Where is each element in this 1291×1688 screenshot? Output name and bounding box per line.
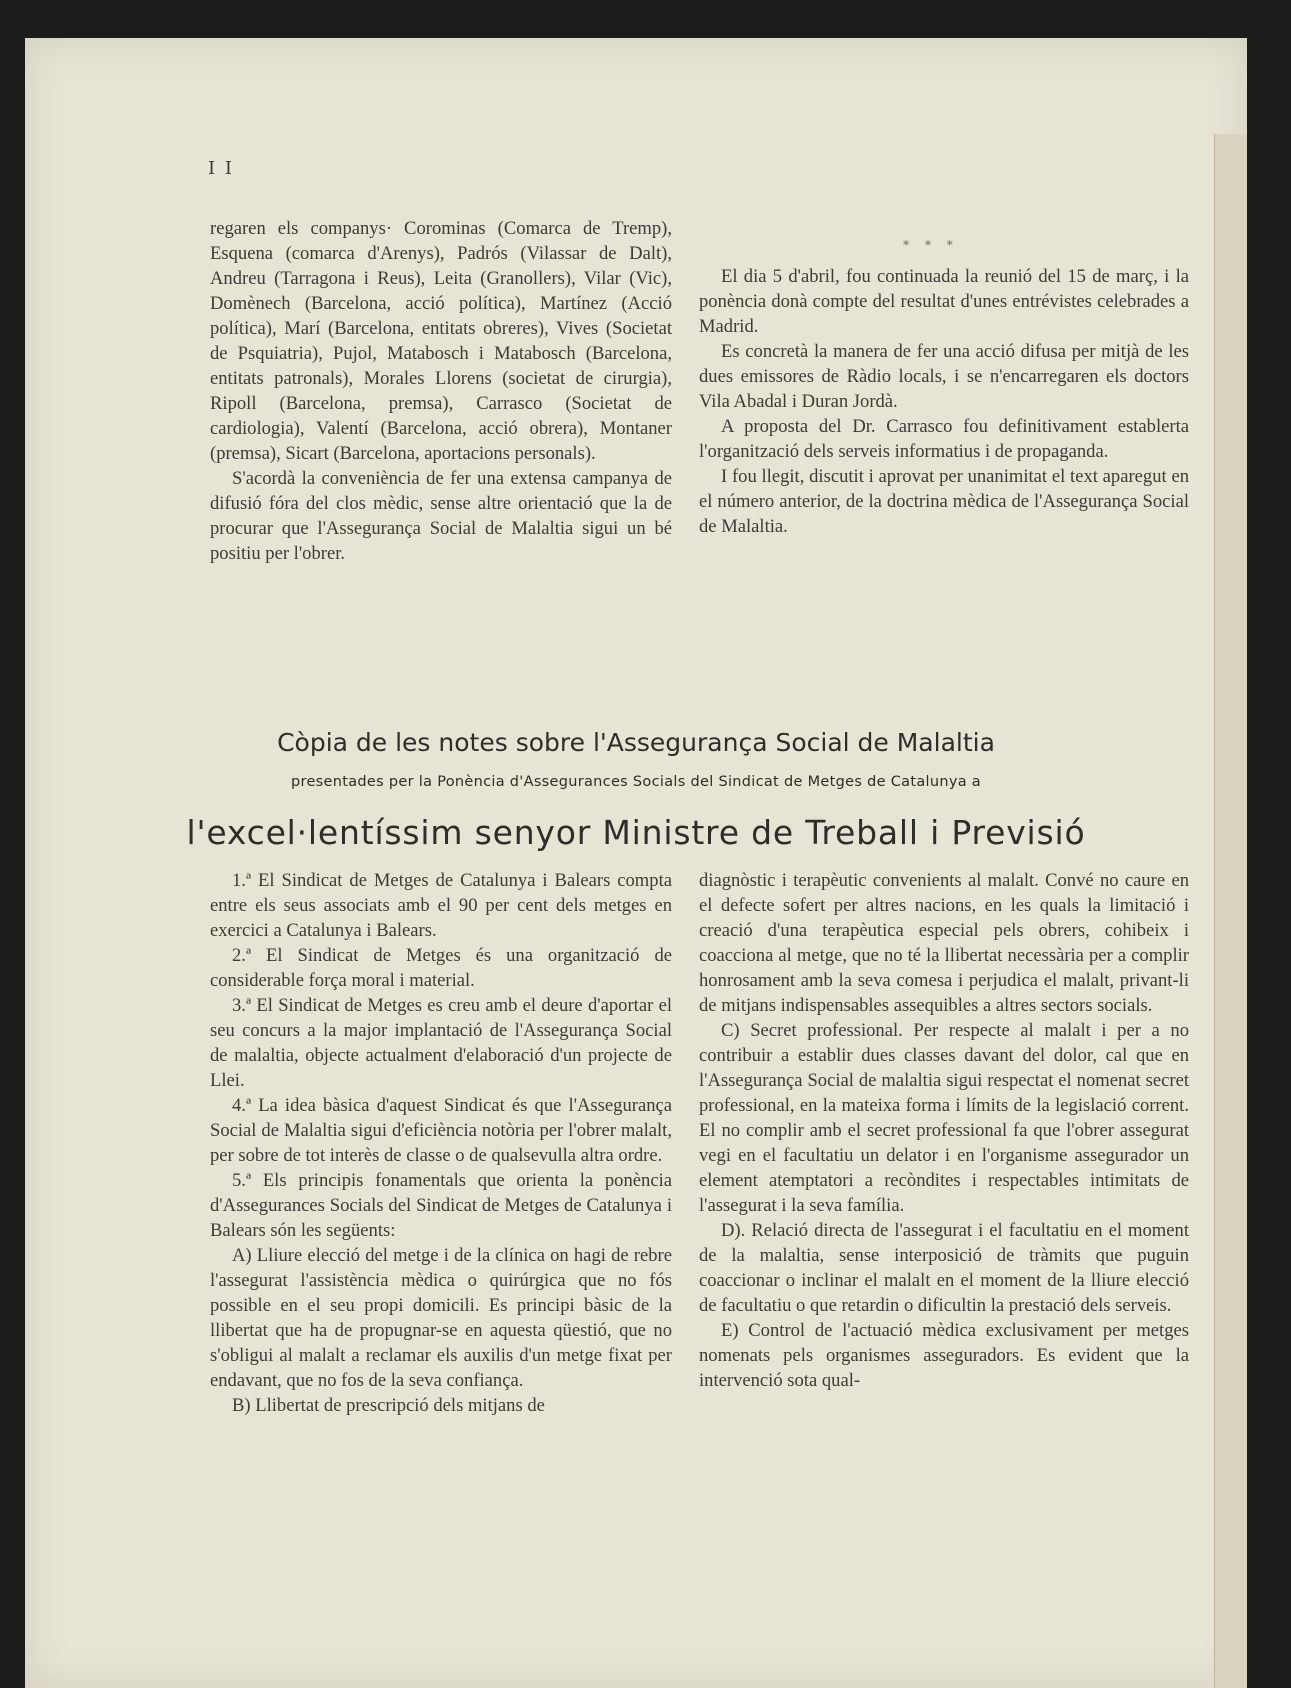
- paragraph: I fou llegit, discutit i aprovat per unanimitat el text aparegut en el número anterior, de la doctrina mèdica de l'Assegurança Social de Malaltia.: [699, 466, 1189, 537]
- bottom-right-column: [699, 868, 1189, 1393]
- document-page: [25, 38, 1247, 1688]
- paragraph: regaren els companys· Corominas (Comarca de Tremp), Esquena (comarca d'Arenys), Padrós (Vilassar de Dalt), Andreu (Tarragona i Reus), Leita (Granollers), Vilar (Vic), Domènech (Barcelona, acció política), Martínez (Acció política), Marí (Barcelona, entitats obreres), Vives (Societat de Psquiatria), Pujol, Matabosch i Matabosch (Barcelona, entitats patronals), Morales Llorens (societat de cirurgia), Ripoll (Barcelona, premsa), Carrasco (Societat de cardiologia), Valentí (Barcelona, acció obrera), Montaner (premsa), Sicart (Barcelona, aportacions personals).: [210, 218, 672, 464]
- page-number: I I: [208, 158, 234, 179]
- section-subheading: presentades per la Ponència d'Assegurances Socials del Sindicat de Metges de Catalunya a: [291, 774, 981, 790]
- top-right-column: [699, 264, 1189, 539]
- numbered-paragraph: 4.ª La idea bàsica d'aquest Sindicat és que l'Assegurança Social de Malaltia sigui d'eficiència notòria per l'obrer malalt, per sobre de tot interès de classe o de qualsevulla altra ordre.: [210, 1095, 672, 1166]
- numbered-paragraph: 1.ª El Sindicat de Metges de Catalunya i Balears compta entre els seus associats amb el 90 per cent dels metges en exercici a Catalunya i Balears.: [210, 870, 672, 941]
- lettered-paragraph: D). Relació directa de l'assegurat i el facultatiu en el moment de la malaltia, sense interposició de tràmits que puguin coaccionar o inclinar el malalt en el moment de la lliure elecció de facultatiu o que retardin o dificultin la prestació dels serveis.: [699, 1220, 1189, 1316]
- numbered-paragraph: 5.ª Els principis fonamentals que orienta la ponència d'Assegurances Socials del Sindicat de Metges de Catalunya i Balears són les següents:: [210, 1170, 672, 1241]
- paragraph: S'acordà la conveniència de fer una extensa campanya de difusió fóra del clos mèdic, sense altre orientació que la de procurar que l'Assegurança Social de Malaltia sigui un bé positiu per l'obrer.: [210, 468, 672, 564]
- lettered-paragraph: B) Llibertat de prescripció dels mitjans de: [232, 1395, 545, 1416]
- lettered-paragraph: A) Lliure elecció del metge i de la clínica on hagi de rebre l'assegurat l'assistència mèdica o quirúrgica que no fós possible en el seu propi domicili. Es principi bàsic de la llibertat que ha de propugnar-se en aquesta qüestió, que no s'obligui al malalt a reclamar els auxilis d'un metge fixat per endavant, que no fos de la seva confiança.: [210, 1245, 672, 1391]
- top-left-column: [210, 216, 672, 566]
- numbered-paragraph: 3.ª El Sindicat de Metges es creu amb el deure d'aportar el seu concurs a la major implantació de l'Assegurança Social de malaltia, objecte actualment d'elaboració d'un projecte de Llei.: [210, 995, 672, 1091]
- lettered-paragraph: C) Secret professional. Per respecte al malalt i per a no contribuir a establir dues classes davant del dolor, cal que en l'Assegurança Social de malaltia sigui respectat el nomenat secret professional, en la mateixa forma i límits de la legislació corrent. El no complir amb el secret professional fa que l'obrer assegurat vegi en el facultatiu un delator i en l'organisme assegurador un element atemptatori a recòndites i respectables intimitats de l'assegurat i la seva família.: [699, 1020, 1189, 1216]
- lettered-paragraph: E) Control de l'actuació mèdica exclusivament per metges nomenats pels organismes asseguradors. Es evident que la intervenció sota qual-: [699, 1320, 1189, 1391]
- section-heading: Còpia de les notes sobre l'Assegurança Social de Malaltia: [277, 728, 995, 757]
- section-title: l'excel·lentíssim senyor Ministre de Treball i Previsió: [186, 813, 1086, 852]
- paragraph: diagnòstic i terapèutic convenients al malalt. Convé no caure en el defecte sofert per altres nacions, en les quals la limitació i creació d'una terapèutica especial pels obrers, cohibeix i coacciona al metge, que no té la llibertat necessària per a complir honrosament amb la seva comesa i perjudica el malalt, privant-li de mitjans indispensables assequibles a altres sectors socials.: [699, 870, 1189, 1016]
- adjacent-page-edge: [1214, 134, 1247, 1688]
- paragraph: A proposta del Dr. Carrasco fou definitivament establerta l'organització dels serveis informatius i de propaganda.: [699, 416, 1189, 462]
- bottom-left-column: [210, 868, 672, 1418]
- numbered-paragraph: 2.ª El Sindicat de Metges és una organització de considerable força moral i material.: [210, 945, 672, 991]
- section-separator: * * *: [903, 238, 959, 252]
- paragraph: Es concretà la manera de fer una acció difusa per mitjà de les dues emissores de Ràdio locals, i se n'encarregaren els doctors Vila Abadal i Duran Jordà.: [699, 341, 1189, 412]
- paragraph: El dia 5 d'abril, fou continuada la reunió del 15 de març, i la ponència donà compte del resultat d'unes entrévistes celebrades a Madrid.: [699, 266, 1189, 337]
